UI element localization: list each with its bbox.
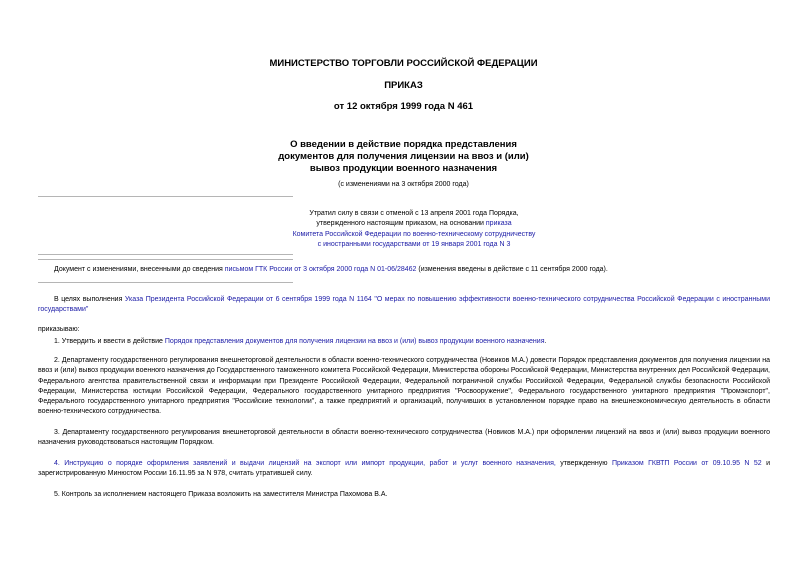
lost-force-note bbox=[260, 209, 568, 250]
changes-note-text: Документ с изменениями, внесенными до сведения bbox=[54, 266, 225, 273]
title-line-2: документов для получения лицензии на ввоз и (или) bbox=[278, 151, 529, 162]
lost-force-line-2 bbox=[260, 219, 568, 229]
item-1-text: 1. Утвердить и ввести в действие bbox=[54, 338, 165, 345]
order-word: приказываю: bbox=[38, 326, 80, 333]
ministry-heading: МИНИСТЕРСТВО ТОРГОВЛИ РОССИЙСКОЙ ФЕДЕРАЦИИ bbox=[269, 58, 538, 69]
committee-link[interactable]: Комитета Российской Федерации по военно-техническому сотрудничеству bbox=[292, 230, 536, 238]
item-4 bbox=[38, 459, 770, 480]
preamble-text: В целях выполнения bbox=[54, 296, 125, 303]
gtk-letter-link[interactable]: письмом ГТК России от 3 октября 2000 года N 01-06/28462 bbox=[224, 266, 417, 273]
document-title bbox=[0, 139, 807, 175]
doc-type-heading: ПРИКАЗ bbox=[384, 80, 423, 91]
divider bbox=[38, 282, 293, 283]
procedure-link[interactable]: Порядок представления документов для получения лицензии на ввоз и (или) вывоз продукции военного назначения bbox=[164, 338, 545, 345]
item-1-end: . bbox=[544, 338, 547, 345]
amendments-note: (с изменениями на 3 октября 2000 года) bbox=[338, 181, 469, 188]
divider bbox=[38, 196, 293, 197]
divider bbox=[38, 259, 293, 260]
lost-force-line-2-text: утвержденного настоящим приказом, на основании bbox=[316, 220, 486, 228]
title-line-3: вывоз продукции военного назначения bbox=[309, 163, 498, 174]
item-2: 2. Департаменту государственного регулирования внешнеторговой деятельности в области военно-технического сотрудничества (Новиков М.А.) довести Порядок представления документов для получения лицензии на ввоз и (или) вывоз продукции военного назначения до Государственного таможенного комитета Российской Федерации, Министерства обороны Российской Федерации, Министерства внутренних дел Российской Федерации, Федерального агентства правительственной связи и информации при Президенте Российской Федерации, Федеральной пограничной службы Российской Федерации, Федеральной службы безопасности Российской Федерации, Министерства юстиции Российской Федерации, Федерального государственного унитарного предприятия "Росвооружение", Федерального государственного унитарного предприятия "Промэкспорт", Федерального государственного унитарного предприятия "Российские технологии", а также предприятий и организаций, получивших в установленном порядке право на внешнеэкономическую деятельность в области военно-технического сотрудничества. bbox=[38, 357, 770, 416]
committee-link-cont[interactable]: с иностранными государствами от 19 января 2001 года N 3 bbox=[317, 240, 511, 248]
preamble bbox=[38, 295, 770, 316]
title-line-1: О введении в действие порядка представления bbox=[290, 139, 517, 150]
lost-force-line-1: Утратил силу в связи с отменой с 13 апреля 2001 года Порядка, bbox=[309, 210, 519, 217]
instruction-link[interactable]: 4. Инструкцию о порядке оформления заявлений и выдачи лицензий на экспорт или импорт продукции, работ и услуг военного назначения, bbox=[54, 460, 556, 467]
changes-note bbox=[54, 265, 770, 275]
item-1 bbox=[38, 337, 770, 347]
item-5: 5. Контроль за исполнением настоящего Приказа возложить на заместителя Министра Пахомова В.А. bbox=[54, 491, 388, 498]
divider bbox=[38, 254, 293, 255]
item-3: 3. Департаменту государственного регулирования внешнеторговой деятельности в области военно-технического сотрудничества (Новиков М.А.) при оформлении лицензий на ввоз и (или) вывоз продукции военного назначения руководствоваться настоящим Порядком. bbox=[38, 429, 770, 447]
changes-note-end: (изменения введены в действие с 11 сентября 2000 года). bbox=[416, 266, 608, 273]
item-4-end: и зарегистрированную Минюстом России 16.11.95 за N 978, считать утратившей силу. bbox=[38, 460, 771, 478]
presidential-decree-link[interactable]: Указа Президента Российской Федерации от 6 сентября 1999 года N 1164 "О мерах по повышению эффективности военно-технического сотрудничества Российской Федерации с иностранными государствами" bbox=[38, 296, 770, 314]
gkvtp-order-link[interactable]: Приказом ГКВТП России от 09.10.95 N 52 bbox=[611, 460, 762, 467]
date-number-heading: от 12 октября 1999 года N 461 bbox=[333, 101, 474, 112]
order-link[interactable]: приказа bbox=[485, 220, 512, 228]
item-4-text: утвержденную bbox=[555, 460, 612, 467]
